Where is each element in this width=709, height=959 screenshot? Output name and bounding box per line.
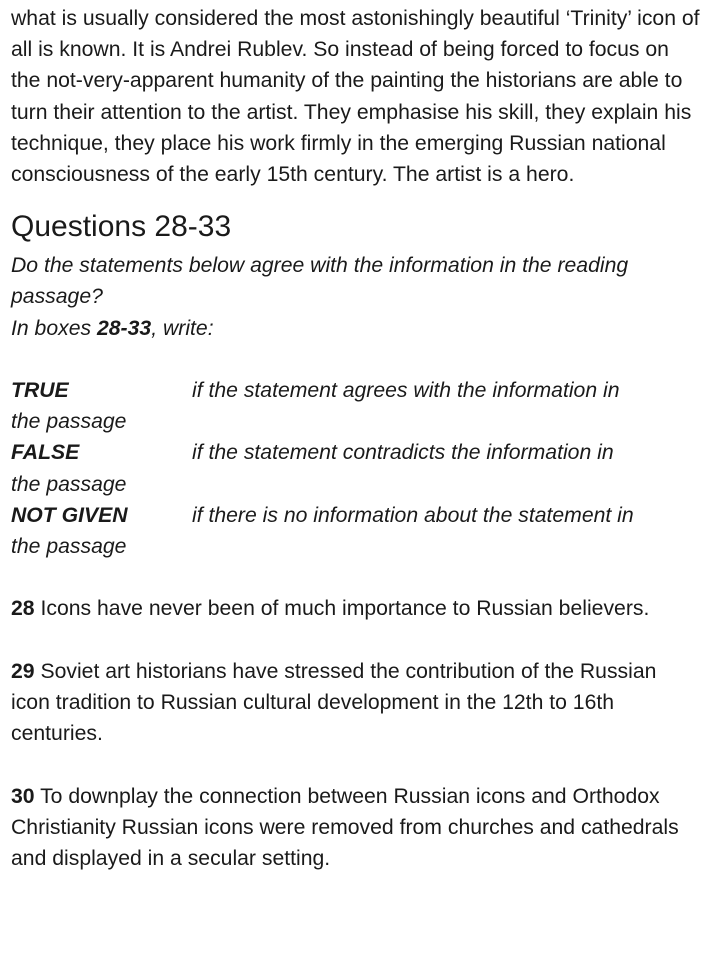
answer-key-continuation: the passage [11,472,127,496]
answer-key-term: NOT GIVEN [11,503,128,527]
instruction-line-2 [11,313,701,344]
question-number: 28 [11,597,35,621]
answer-key-definition: if the statement agrees with the information in [192,379,620,403]
answer-key-continuation: the passage [11,535,127,559]
spacer [11,344,701,375]
spacer [11,749,701,780]
passage-paragraph: what is usually considered the most astonishingly beautiful ‘Trinity’ icon of all is known. It is Andrei Rublev. So instead of being forced to focus on the not-very-apparent humanity of the painting the historians are able to turn their attention to the artist. They emphasise his skill, they explain his technique, they place his work firmly in the emerging Russian national consciousness of the early 15th century. The artist is a hero. [11,7,700,187]
answer-key-row-true [11,375,701,406]
answer-key-row-not-given [11,500,701,531]
question-number: 29 [11,659,35,683]
spacer [11,562,701,593]
answer-key-definition: if there is no information about the statement in [192,503,634,527]
instruction-box-range: 28-33 [96,316,152,340]
instruction-prefix: In boxes [11,316,97,340]
answer-key [11,375,701,562]
instruction-suffix: , write: [151,316,214,340]
question-29 [11,656,701,750]
answer-key-term: TRUE [11,379,69,403]
answer-key-row-false [11,437,701,468]
spacer [11,625,701,656]
question-number: 30 [11,784,35,808]
section-heading: Questions 28-33 [11,210,232,244]
answer-key-term: FALSE [11,441,80,465]
question-30 [11,781,701,875]
question-28 [11,593,701,624]
question-text: Soviet art historians have stressed the contribution of the Russian icon tradition to Russian cultural development in the 12th to 16th centuries. [11,659,657,746]
answer-key-definition: if the statement contradicts the information in [192,441,614,465]
instruction-line-1: Do the statements below agree with the information in the reading passage? [11,254,629,309]
question-text: Icons have never been of much importance to Russian believers. [40,597,650,621]
question-text: To downplay the connection between Russian icons and Orthodox Christianity Russian icons were removed from churches and cathedrals and displayed in a secular setting. [11,784,679,871]
answer-key-continuation: the passage [11,410,127,434]
